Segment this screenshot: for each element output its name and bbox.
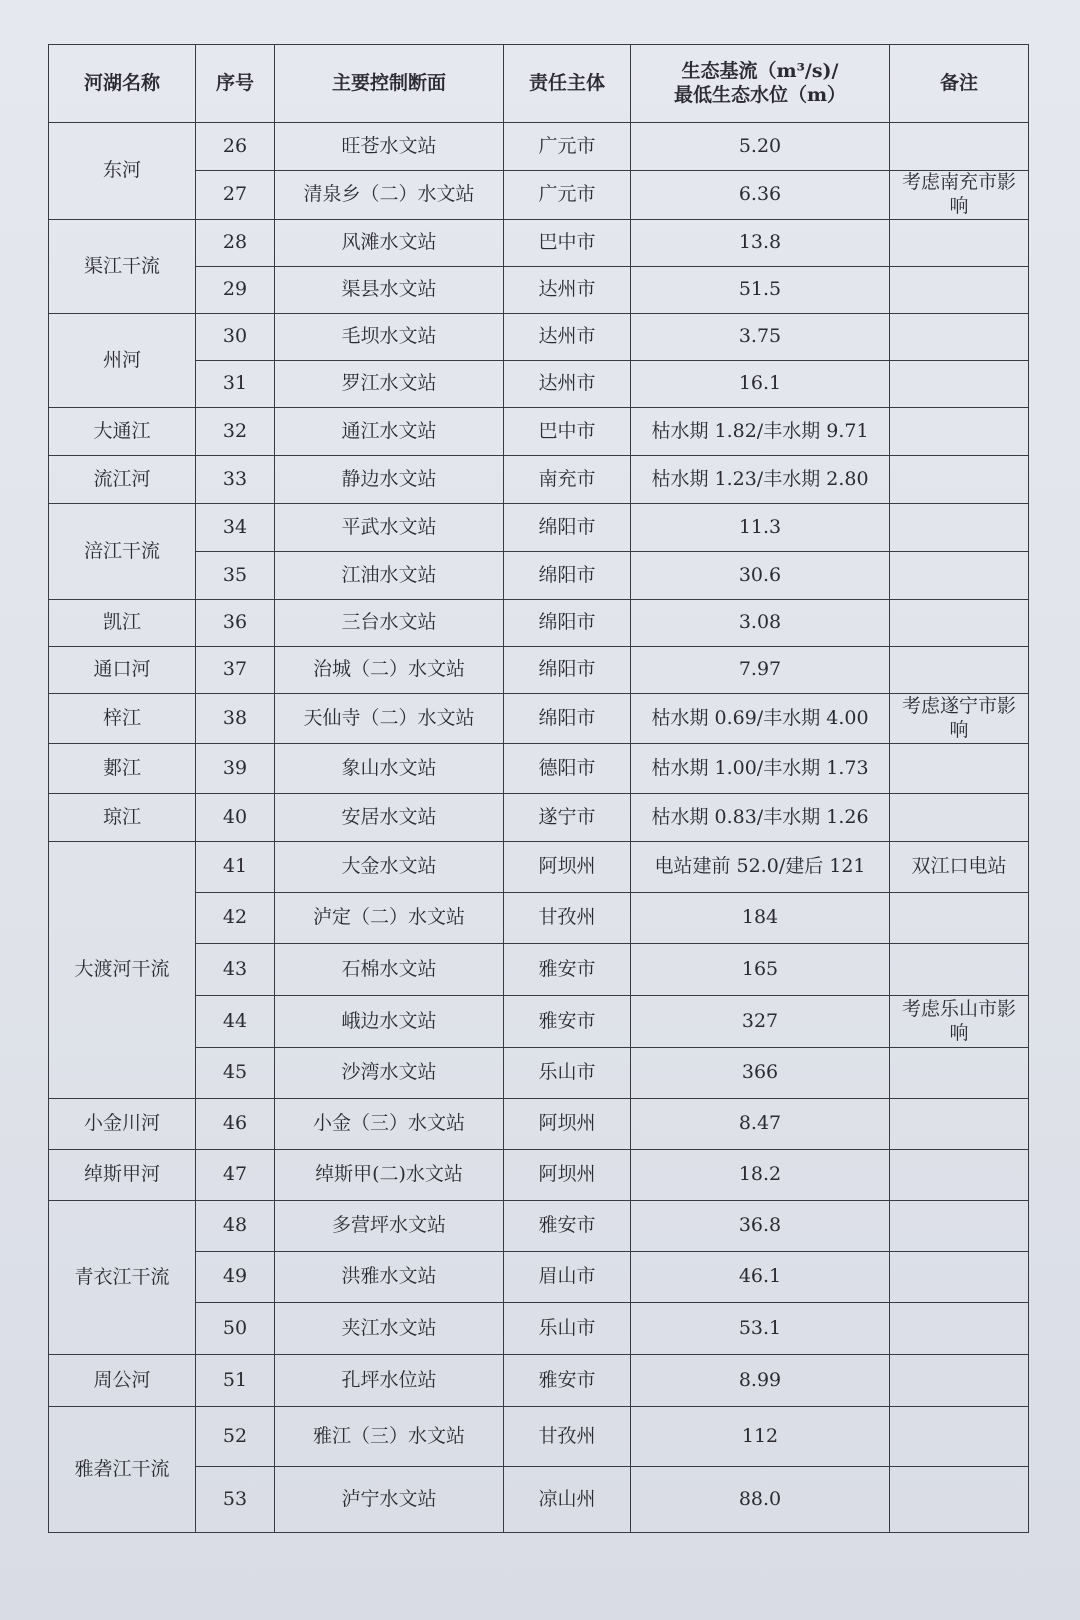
cell-note <box>890 1355 1029 1407</box>
table-row <box>49 794 1029 842</box>
cell-section: 象山水文站 <box>275 744 504 794</box>
cell-no: 35 <box>196 552 275 600</box>
cell-no: 43 <box>196 944 275 996</box>
cell-note: 考虑乐山市影响 <box>890 996 1029 1048</box>
cell-flow: 36.8 <box>631 1201 890 1252</box>
cell-section: 江油水文站 <box>275 552 504 600</box>
table-row <box>49 893 1029 944</box>
header-responsible: 责任主体 <box>504 45 631 123</box>
table-row <box>49 944 1029 996</box>
table-row <box>49 842 1029 893</box>
cell-river: 梓江 <box>49 694 196 744</box>
cell-section: 通江水文站 <box>275 408 504 456</box>
cell-responsible: 雅安市 <box>504 1201 631 1252</box>
cell-responsible: 绵阳市 <box>504 647 631 694</box>
cell-responsible: 绵阳市 <box>504 552 631 600</box>
table-row <box>49 744 1029 794</box>
cell-no: 47 <box>196 1150 275 1201</box>
cell-note <box>890 944 1029 996</box>
cell-flow: 53.1 <box>631 1303 890 1355</box>
cell-river: 周公河 <box>49 1355 196 1407</box>
cell-note <box>890 267 1029 314</box>
cell-responsible: 巴中市 <box>504 408 631 456</box>
table-row <box>49 600 1029 647</box>
table-row <box>49 361 1029 408</box>
cell-responsible: 广元市 <box>504 171 631 220</box>
cell-responsible: 绵阳市 <box>504 600 631 647</box>
cell-note: 双江口电站 <box>890 842 1029 893</box>
cell-responsible: 乐山市 <box>504 1303 631 1355</box>
cell-no: 44 <box>196 996 275 1048</box>
table-row <box>49 220 1029 267</box>
cell-no: 26 <box>196 123 275 171</box>
table-row <box>49 1303 1029 1355</box>
table-row <box>49 408 1029 456</box>
cell-section: 洪雅水文站 <box>275 1252 504 1303</box>
cell-no: 39 <box>196 744 275 794</box>
cell-river: 郪江 <box>49 744 196 794</box>
cell-note <box>890 744 1029 794</box>
cell-section: 孔坪水位站 <box>275 1355 504 1407</box>
cell-responsible: 雅安市 <box>504 996 631 1048</box>
cell-no: 30 <box>196 314 275 361</box>
cell-section: 沙湾水文站 <box>275 1048 504 1099</box>
cell-river: 大渡河干流 <box>49 842 196 1099</box>
cell-responsible: 阿坝州 <box>504 1099 631 1150</box>
cell-section: 小金（三）水文站 <box>275 1099 504 1150</box>
cell-no: 32 <box>196 408 275 456</box>
cell-responsible: 阿坝州 <box>504 1150 631 1201</box>
table-header-row <box>49 45 1029 123</box>
cell-flow: 7.97 <box>631 647 890 694</box>
cell-section: 毛坝水文站 <box>275 314 504 361</box>
table-row <box>49 1355 1029 1407</box>
cell-flow: 电站建前 52.0/建后 121 <box>631 842 890 893</box>
cell-flow: 112 <box>631 1407 890 1467</box>
cell-section: 旺苍水文站 <box>275 123 504 171</box>
cell-flow: 3.75 <box>631 314 890 361</box>
table-row <box>49 171 1029 220</box>
cell-section: 渠县水文站 <box>275 267 504 314</box>
cell-river: 青衣江干流 <box>49 1201 196 1355</box>
cell-section: 平武水文站 <box>275 504 504 552</box>
cell-flow: 3.08 <box>631 600 890 647</box>
cell-section: 清泉乡（二）水文站 <box>275 171 504 220</box>
cell-section: 大金水文站 <box>275 842 504 893</box>
cell-river: 涪江干流 <box>49 504 196 600</box>
cell-flow: 165 <box>631 944 890 996</box>
header-section: 主要控制断面 <box>275 45 504 123</box>
cell-flow: 30.6 <box>631 552 890 600</box>
table-row <box>49 1201 1029 1252</box>
cell-no: 37 <box>196 647 275 694</box>
cell-river: 小金川河 <box>49 1099 196 1150</box>
cell-flow: 6.36 <box>631 171 890 220</box>
cell-flow: 枯水期 0.69/丰水期 4.00 <box>631 694 890 744</box>
cell-responsible: 遂宁市 <box>504 794 631 842</box>
header-flow-line2: 最低生态水位（m） <box>673 83 847 106</box>
cell-responsible: 巴中市 <box>504 220 631 267</box>
cell-section: 峨边水文站 <box>275 996 504 1048</box>
cell-flow: 51.5 <box>631 267 890 314</box>
cell-no: 34 <box>196 504 275 552</box>
cell-responsible: 达州市 <box>504 314 631 361</box>
cell-section: 风滩水文站 <box>275 220 504 267</box>
cell-section: 雅江（三）水文站 <box>275 1407 504 1467</box>
table-row <box>49 694 1029 744</box>
cell-note <box>890 1099 1029 1150</box>
cell-flow: 8.99 <box>631 1355 890 1407</box>
cell-responsible: 阿坝州 <box>504 842 631 893</box>
table-row <box>49 1467 1029 1533</box>
cell-note <box>890 504 1029 552</box>
cell-section: 多营坪水文站 <box>275 1201 504 1252</box>
table-row <box>49 996 1029 1048</box>
table-row <box>49 1407 1029 1467</box>
table-row <box>49 647 1029 694</box>
cell-responsible: 绵阳市 <box>504 694 631 744</box>
header-flow <box>631 45 890 123</box>
cell-responsible: 广元市 <box>504 123 631 171</box>
cell-no: 40 <box>196 794 275 842</box>
cell-no: 41 <box>196 842 275 893</box>
cell-responsible: 雅安市 <box>504 1355 631 1407</box>
cell-flow: 366 <box>631 1048 890 1099</box>
cell-section: 治城（二）水文站 <box>275 647 504 694</box>
cell-note <box>890 647 1029 694</box>
cell-no: 50 <box>196 1303 275 1355</box>
cell-responsible: 达州市 <box>504 267 631 314</box>
cell-note <box>890 600 1029 647</box>
cell-responsible: 眉山市 <box>504 1252 631 1303</box>
cell-flow: 184 <box>631 893 890 944</box>
cell-no: 42 <box>196 893 275 944</box>
table-row <box>49 1048 1029 1099</box>
cell-river: 琼江 <box>49 794 196 842</box>
header-note: 备注 <box>890 45 1029 123</box>
table-row <box>49 1150 1029 1201</box>
cell-responsible: 绵阳市 <box>504 504 631 552</box>
header-flow-line1: 生态基流（m³/s)/ <box>681 59 839 82</box>
cell-flow: 13.8 <box>631 220 890 267</box>
cell-river: 州河 <box>49 314 196 408</box>
table-row <box>49 314 1029 361</box>
cell-no: 28 <box>196 220 275 267</box>
cell-note <box>890 408 1029 456</box>
cell-note <box>890 1407 1029 1467</box>
cell-no: 52 <box>196 1407 275 1467</box>
cell-flow: 8.47 <box>631 1099 890 1150</box>
cell-note <box>890 1303 1029 1355</box>
table-row <box>49 456 1029 504</box>
cell-section: 石棉水文站 <box>275 944 504 996</box>
cell-section: 泸定（二）水文站 <box>275 893 504 944</box>
cell-responsible: 甘孜州 <box>504 893 631 944</box>
cell-responsible: 达州市 <box>504 361 631 408</box>
table-body <box>49 123 1029 1533</box>
cell-flow: 46.1 <box>631 1252 890 1303</box>
cell-no: 49 <box>196 1252 275 1303</box>
cell-note <box>890 220 1029 267</box>
cell-note <box>890 1252 1029 1303</box>
table-row <box>49 504 1029 552</box>
cell-no: 36 <box>196 600 275 647</box>
cell-note <box>890 456 1029 504</box>
cell-note: 考虑南充市影响 <box>890 171 1029 220</box>
table-row <box>49 123 1029 171</box>
cell-responsible: 南充市 <box>504 456 631 504</box>
cell-flow: 5.20 <box>631 123 890 171</box>
cell-river: 通口河 <box>49 647 196 694</box>
cell-flow: 16.1 <box>631 361 890 408</box>
cell-river: 雅砻江干流 <box>49 1407 196 1533</box>
cell-section: 泸宁水文站 <box>275 1467 504 1533</box>
cell-responsible: 乐山市 <box>504 1048 631 1099</box>
cell-note <box>890 552 1029 600</box>
cell-flow: 枯水期 0.83/丰水期 1.26 <box>631 794 890 842</box>
eco-flow-table <box>48 44 1029 1533</box>
cell-note <box>890 1150 1029 1201</box>
cell-flow: 枯水期 1.23/丰水期 2.80 <box>631 456 890 504</box>
cell-responsible: 雅安市 <box>504 944 631 996</box>
table-row <box>49 552 1029 600</box>
cell-river: 流江河 <box>49 456 196 504</box>
cell-river: 大通江 <box>49 408 196 456</box>
cell-no: 45 <box>196 1048 275 1099</box>
cell-river: 渠江干流 <box>49 220 196 314</box>
cell-no: 27 <box>196 171 275 220</box>
cell-no: 51 <box>196 1355 275 1407</box>
cell-section: 静边水文站 <box>275 456 504 504</box>
cell-note: 考虑遂宁市影响 <box>890 694 1029 744</box>
cell-flow: 枯水期 1.82/丰水期 9.71 <box>631 408 890 456</box>
cell-no: 31 <box>196 361 275 408</box>
cell-section: 天仙寺（二）水文站 <box>275 694 504 744</box>
cell-responsible: 甘孜州 <box>504 1407 631 1467</box>
cell-section: 绰斯甲(二)水文站 <box>275 1150 504 1201</box>
cell-note <box>890 893 1029 944</box>
cell-note <box>890 314 1029 361</box>
cell-no: 38 <box>196 694 275 744</box>
cell-responsible: 凉山州 <box>504 1467 631 1533</box>
cell-flow: 327 <box>631 996 890 1048</box>
cell-river: 东河 <box>49 123 196 220</box>
cell-no: 29 <box>196 267 275 314</box>
cell-flow: 枯水期 1.00/丰水期 1.73 <box>631 744 890 794</box>
cell-note <box>890 1467 1029 1533</box>
cell-note <box>890 1048 1029 1099</box>
cell-responsible: 德阳市 <box>504 744 631 794</box>
cell-section: 安居水文站 <box>275 794 504 842</box>
cell-no: 48 <box>196 1201 275 1252</box>
cell-flow: 88.0 <box>631 1467 890 1533</box>
cell-section: 夹江水文站 <box>275 1303 504 1355</box>
cell-flow: 11.3 <box>631 504 890 552</box>
cell-note <box>890 1201 1029 1252</box>
cell-section: 罗江水文站 <box>275 361 504 408</box>
cell-note <box>890 794 1029 842</box>
cell-note <box>890 361 1029 408</box>
cell-no: 33 <box>196 456 275 504</box>
cell-river: 绰斯甲河 <box>49 1150 196 1201</box>
cell-flow: 18.2 <box>631 1150 890 1201</box>
table-row <box>49 1252 1029 1303</box>
table-row <box>49 267 1029 314</box>
cell-section: 三台水文站 <box>275 600 504 647</box>
table-row <box>49 1099 1029 1150</box>
header-no: 序号 <box>196 45 275 123</box>
cell-note <box>890 123 1029 171</box>
cell-river: 凯江 <box>49 600 196 647</box>
cell-no: 53 <box>196 1467 275 1533</box>
cell-no: 46 <box>196 1099 275 1150</box>
header-river: 河湖名称 <box>49 45 196 123</box>
